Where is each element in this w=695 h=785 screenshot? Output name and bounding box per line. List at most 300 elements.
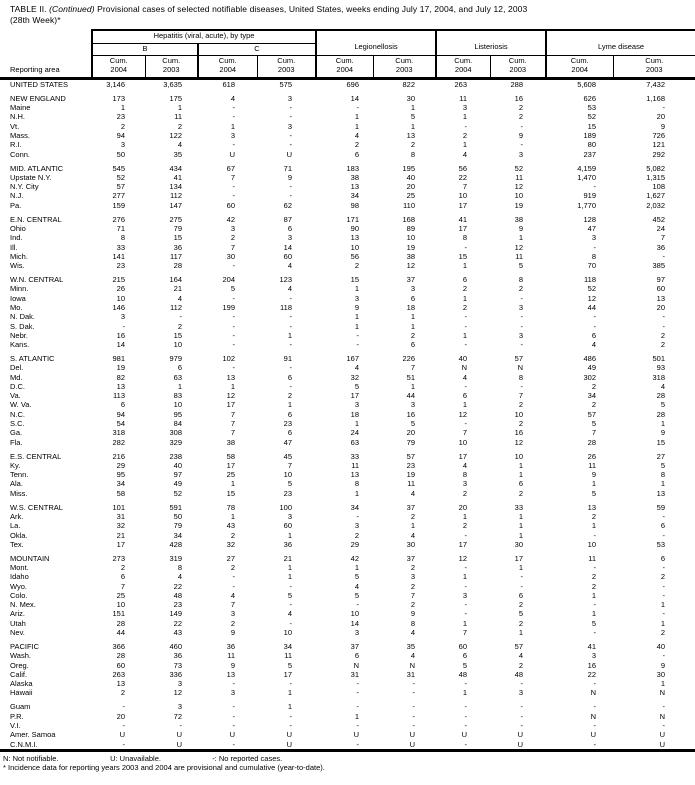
value-cell: 1 xyxy=(354,711,359,721)
value-cell: 282 xyxy=(112,437,125,447)
table-row xyxy=(0,730,695,739)
value-cell: 7,432 xyxy=(646,80,665,89)
value-cell: - xyxy=(122,702,125,712)
value-cell: 52 xyxy=(587,112,596,122)
value-cell: - xyxy=(593,563,596,572)
value-cell: - xyxy=(232,702,235,712)
value-cell: - xyxy=(520,140,523,150)
value-cell: 5 xyxy=(660,460,665,470)
value-cell: 1 xyxy=(660,479,665,489)
value-cell: - xyxy=(662,321,665,331)
value-cell: - xyxy=(464,720,467,730)
value-cell: - xyxy=(289,293,292,303)
value-cell: 28 xyxy=(587,437,596,447)
value-cell: 6 xyxy=(410,293,415,303)
table-body xyxy=(0,79,695,751)
reporting-area-cell: Mich. xyxy=(10,251,28,261)
value-cell: 1 xyxy=(354,419,359,429)
value-cell: 5 xyxy=(354,590,359,600)
value-cell: 1 xyxy=(354,321,359,331)
value-cell: 3 xyxy=(287,233,292,243)
value-cell: 7 xyxy=(462,628,467,638)
value-cell: - xyxy=(232,293,235,303)
value-cell: 501 xyxy=(652,353,665,363)
value-cell: 618 xyxy=(222,80,235,89)
value-cell: 10 xyxy=(406,233,415,243)
value-cell: 4 xyxy=(230,93,235,103)
value-cell: 34 xyxy=(350,191,359,201)
value-cell: 238 xyxy=(169,451,182,461)
table-row xyxy=(0,173,695,182)
value-cell: 102 xyxy=(222,353,235,363)
value-cell: 428 xyxy=(169,539,182,549)
value-cell: U xyxy=(176,730,182,740)
value-cell: U xyxy=(229,149,235,159)
reporting-area-cell: D.C. xyxy=(10,381,25,391)
value-cell: 15 xyxy=(350,275,359,285)
value-cell: 22 xyxy=(458,172,467,182)
value-cell: 3 xyxy=(177,702,182,712)
value-cell: 4 xyxy=(177,293,182,303)
reporting-area-cell: S. ATLANTIC xyxy=(10,353,55,363)
reporting-area-cell: Ark. xyxy=(10,511,24,521)
value-cell: 8 xyxy=(177,563,182,572)
table-row xyxy=(0,670,695,679)
value-cell: 3 xyxy=(462,590,467,600)
table-row xyxy=(0,191,695,200)
value-cell: U xyxy=(409,730,415,740)
value-cell: 13 xyxy=(226,372,235,382)
table-row xyxy=(0,79,695,90)
value-cell: 3 xyxy=(591,651,596,661)
value-cell: 24 xyxy=(350,428,359,438)
value-cell: 19 xyxy=(406,242,415,252)
value-cell: 2 xyxy=(518,660,523,670)
value-cell: 2 xyxy=(660,340,665,350)
value-cell: 24 xyxy=(656,223,665,233)
value-cell: - xyxy=(520,293,523,303)
footnote-dash: -: No reported cases. xyxy=(212,753,283,763)
cumulative-header-row xyxy=(0,56,695,79)
value-cell: 6 xyxy=(287,372,292,382)
value-cell: 2 xyxy=(354,530,359,540)
value-cell: 94 xyxy=(116,409,125,419)
value-cell: 3,146 xyxy=(106,80,125,89)
value-cell: 1 xyxy=(591,479,596,489)
value-cell: 149 xyxy=(169,609,182,619)
value-cell: 11 xyxy=(407,479,415,489)
value-cell: 17 xyxy=(458,223,467,233)
value-cell: 3 xyxy=(230,131,235,141)
value-cell: 19 xyxy=(116,363,125,373)
value-cell: 16 xyxy=(587,660,596,670)
value-cell: N xyxy=(659,688,665,698)
table-row xyxy=(0,354,695,363)
value-cell: 9 xyxy=(230,628,235,638)
value-cell: - xyxy=(232,103,235,113)
value-cell: 919 xyxy=(583,191,596,201)
table-title-continued: (Continued) xyxy=(49,4,95,14)
value-cell: 36 xyxy=(173,651,182,661)
value-cell: 40 xyxy=(406,172,415,182)
value-cell: 385 xyxy=(652,261,665,271)
value-cell: 13 xyxy=(116,679,125,689)
value-cell: 3 xyxy=(518,149,523,159)
value-cell: 57 xyxy=(116,182,125,192)
value-cell: - xyxy=(289,312,292,322)
value-cell: - xyxy=(356,739,359,749)
value-cell: 288 xyxy=(510,80,523,89)
value-cell: 5 xyxy=(287,660,292,670)
table-row xyxy=(0,164,695,173)
table-row xyxy=(0,679,695,688)
value-cell: 3 xyxy=(354,521,359,531)
value-cell: 1 xyxy=(518,563,523,572)
value-cell: 7 xyxy=(462,428,467,438)
value-cell: - xyxy=(179,312,182,322)
value-cell: - xyxy=(464,321,467,331)
table-row xyxy=(0,224,695,233)
value-cell: 308 xyxy=(169,428,182,438)
value-cell: 23 xyxy=(173,600,182,610)
value-cell: 5 xyxy=(591,488,596,498)
value-cell: 10 xyxy=(173,400,182,410)
table-row xyxy=(0,363,695,372)
value-cell: 23 xyxy=(116,112,125,122)
value-cell: 2 xyxy=(410,581,415,591)
value-cell: N xyxy=(353,660,359,670)
value-cell: 2 xyxy=(591,581,596,591)
value-cell: 3 xyxy=(410,400,415,410)
reporting-area-cell: Md. xyxy=(10,372,23,382)
value-cell: 319 xyxy=(169,553,182,563)
value-cell: 2 xyxy=(518,488,523,498)
table-row xyxy=(0,275,695,284)
value-cell: - xyxy=(593,321,596,331)
value-cell: 28 xyxy=(116,618,125,628)
value-cell: 5,082 xyxy=(646,163,665,173)
value-cell: 87 xyxy=(283,214,292,224)
value-cell: 2 xyxy=(354,261,359,271)
value-cell: - xyxy=(289,363,292,373)
value-cell: 60 xyxy=(226,200,235,210)
value-cell: 6 xyxy=(287,428,292,438)
value-cell: 7 xyxy=(120,581,125,591)
table-row xyxy=(0,428,695,437)
value-cell: 10 xyxy=(458,437,467,447)
value-cell: - xyxy=(232,711,235,721)
value-cell: 33 xyxy=(350,451,359,461)
value-cell: 20 xyxy=(458,502,467,512)
value-cell: 4 xyxy=(354,581,359,591)
value-cell: 7 xyxy=(660,233,665,243)
reporting-area-cell: Hawaii xyxy=(10,688,33,698)
value-cell: 110 xyxy=(403,200,415,210)
value-cell: - xyxy=(412,688,415,698)
value-cell: 434 xyxy=(169,163,182,173)
value-cell: 35 xyxy=(406,641,415,651)
value-cell: - xyxy=(289,182,292,192)
value-cell: 5 xyxy=(518,261,523,271)
value-cell: U xyxy=(517,730,523,740)
value-cell: 117 xyxy=(170,251,182,261)
value-cell: 5 xyxy=(354,381,359,391)
value-cell: 8 xyxy=(410,618,415,628)
value-cell: 1 xyxy=(287,400,292,410)
value-cell: 3 xyxy=(354,400,359,410)
value-cell: 32 xyxy=(226,539,235,549)
value-cell: 1 xyxy=(518,233,523,243)
value-cell: 40 xyxy=(173,460,182,470)
value-cell: 49 xyxy=(587,363,596,373)
reporting-area-cell: W. Va. xyxy=(10,400,32,410)
hepc-cum-2003-header: Cum. 2003 xyxy=(257,56,316,79)
reporting-area-cell: Mass. xyxy=(10,131,31,141)
value-cell: - xyxy=(662,530,665,540)
reporting-area-cell: Guam xyxy=(10,702,31,712)
value-cell: 12 xyxy=(514,437,523,447)
value-cell: 17 xyxy=(458,200,467,210)
value-cell: 5 xyxy=(518,609,523,619)
value-cell: - xyxy=(356,330,359,340)
value-cell: 10 xyxy=(116,293,125,303)
value-cell: - xyxy=(356,511,359,521)
reporting-area-cell: Ohio xyxy=(10,223,26,233)
value-cell: 25 xyxy=(116,590,125,600)
value-cell: - xyxy=(593,182,596,192)
reporting-area-cell: Wash. xyxy=(10,651,31,661)
value-cell: 4 xyxy=(410,651,415,661)
value-cell: 1 xyxy=(518,511,523,521)
value-cell: 1 xyxy=(410,381,415,391)
value-cell: 17 xyxy=(283,669,292,679)
value-cell: 1 xyxy=(287,563,292,572)
value-cell: 4,159 xyxy=(577,163,596,173)
value-cell: 15 xyxy=(173,330,182,340)
value-cell: 16 xyxy=(514,428,523,438)
value-cell: 10 xyxy=(283,470,292,480)
value-cell: 979 xyxy=(169,353,182,363)
value-cell: 6 xyxy=(410,340,415,350)
value-cell: 318 xyxy=(112,428,125,438)
value-cell: 5 xyxy=(410,112,415,122)
value-cell: - xyxy=(593,242,596,252)
notifiable-diseases-table xyxy=(0,29,695,752)
value-cell: 263 xyxy=(454,80,467,89)
value-cell: 2 xyxy=(591,572,596,582)
value-cell: 2,032 xyxy=(646,200,665,210)
value-cell: 12 xyxy=(514,242,523,252)
value-cell: - xyxy=(520,711,523,721)
value-cell: - xyxy=(289,720,292,730)
value-cell: 16 xyxy=(116,330,125,340)
value-cell: - xyxy=(179,720,182,730)
value-cell: 8 xyxy=(354,479,359,489)
value-cell: - xyxy=(232,572,235,582)
value-cell: 18 xyxy=(406,302,415,312)
reporting-area-cell: E.N. CENTRAL xyxy=(10,214,62,224)
reporting-area-cell: MID. ATLANTIC xyxy=(10,163,64,173)
value-cell: U xyxy=(353,730,359,740)
value-cell: 3 xyxy=(120,312,125,322)
value-cell: 22 xyxy=(173,618,182,628)
value-cell: 50 xyxy=(173,511,182,521)
table-row xyxy=(0,322,695,331)
table-row xyxy=(0,215,695,224)
value-cell: 57 xyxy=(514,353,523,363)
value-cell: - xyxy=(289,381,292,391)
value-cell: - xyxy=(289,103,292,113)
reporting-area-cell: Ala. xyxy=(10,479,23,489)
value-cell: 2 xyxy=(462,284,467,294)
value-cell: 8 xyxy=(462,233,467,243)
value-cell: - xyxy=(520,321,523,331)
table-row xyxy=(0,312,695,321)
value-cell: 1 xyxy=(410,321,415,331)
value-cell: 3 xyxy=(120,140,125,150)
value-cell: 1 xyxy=(354,121,359,131)
value-cell: 2 xyxy=(230,233,235,243)
value-cell: 113 xyxy=(113,391,125,401)
value-cell: 16 xyxy=(514,93,523,103)
value-cell: 1,627 xyxy=(646,191,665,201)
value-cell: - xyxy=(520,572,523,582)
value-cell: 2 xyxy=(591,381,596,391)
value-cell: 10 xyxy=(283,628,292,638)
value-cell: 37 xyxy=(350,641,359,651)
value-cell: 9 xyxy=(287,172,292,182)
value-cell: 2 xyxy=(230,563,235,572)
value-cell: - xyxy=(289,679,292,689)
value-cell: 263 xyxy=(112,669,125,679)
value-cell: - xyxy=(122,321,125,331)
value-cell: 14 xyxy=(350,93,359,103)
value-cell: 30 xyxy=(226,251,235,261)
lyme-group-header: Lyme disease xyxy=(546,30,695,56)
reporting-area-cell: Tenn. xyxy=(10,470,29,480)
value-cell: 38 xyxy=(406,251,415,261)
value-cell: - xyxy=(412,711,415,721)
value-cell: 6 xyxy=(354,651,359,661)
table-row xyxy=(0,740,695,751)
reporting-area-cell: C.N.M.I. xyxy=(10,739,38,749)
value-cell: 60 xyxy=(116,660,125,670)
table-row xyxy=(0,94,695,103)
value-cell: 11 xyxy=(284,651,292,661)
value-cell: 2 xyxy=(591,400,596,410)
value-cell: 318 xyxy=(652,372,665,382)
value-cell: 5 xyxy=(660,400,665,410)
value-cell: U xyxy=(409,739,415,749)
table-row xyxy=(0,261,695,270)
reporting-area-cell: Utah xyxy=(10,618,26,628)
value-cell: 2 xyxy=(230,530,235,540)
value-cell: 4 xyxy=(410,530,415,540)
value-cell: 12 xyxy=(458,553,467,563)
value-cell: 168 xyxy=(402,214,415,224)
value-cell: 4 xyxy=(410,628,415,638)
value-cell: 17 xyxy=(458,539,467,549)
value-cell: 146 xyxy=(112,302,125,312)
value-cell: 43 xyxy=(173,628,182,638)
value-cell: 6 xyxy=(287,223,292,233)
value-cell: - xyxy=(232,312,235,322)
value-cell: N xyxy=(517,363,523,373)
value-cell: U xyxy=(659,730,665,740)
value-cell: 1 xyxy=(410,103,415,113)
value-cell: 7 xyxy=(230,600,235,610)
value-cell: U xyxy=(517,739,523,749)
value-cell: - xyxy=(289,711,292,721)
reporting-area-cell: Va. xyxy=(10,391,21,401)
value-cell: 12 xyxy=(587,293,596,303)
value-cell: 6 xyxy=(660,521,665,531)
value-cell: 277 xyxy=(112,191,125,201)
value-cell: 118 xyxy=(584,275,596,285)
value-cell: 3 xyxy=(177,679,182,689)
value-cell: 3 xyxy=(591,233,596,243)
value-cell: 6 xyxy=(660,553,665,563)
value-cell: 4 xyxy=(462,460,467,470)
table-title-week: (28th Week)* xyxy=(10,15,61,25)
value-cell: - xyxy=(289,131,292,141)
value-cell: - xyxy=(356,340,359,350)
footnote-n: N: Not notifiable. xyxy=(3,753,59,763)
value-cell: 204 xyxy=(222,275,235,285)
value-cell: - xyxy=(593,679,596,689)
value-cell: 329 xyxy=(169,437,182,447)
reporting-area-cell: Pa. xyxy=(10,200,22,210)
value-cell: 28 xyxy=(656,391,665,401)
table-title-text: Provisional cases of selected notifiable diseases, United States, weeks ending July 17, 2004, and July 12, 2003 xyxy=(97,4,528,14)
value-cell: 159 xyxy=(112,200,125,210)
value-cell: 89 xyxy=(406,223,415,233)
value-cell: 79 xyxy=(406,437,415,447)
value-cell: 7 xyxy=(462,182,467,192)
value-cell: 13 xyxy=(116,381,125,391)
value-cell: 4 xyxy=(177,572,182,582)
reporting-area-cell: N.H. xyxy=(10,112,25,122)
hepb-cum-2003-header: Cum. 2003 xyxy=(145,56,198,79)
value-cell: 26 xyxy=(116,284,125,294)
value-cell: 1 xyxy=(410,521,415,531)
value-cell: 52 xyxy=(173,488,182,498)
value-cell: 1 xyxy=(230,381,235,391)
value-cell: 2 xyxy=(462,131,467,141)
table-row xyxy=(0,563,695,572)
value-cell: 1,315 xyxy=(646,172,665,182)
reporting-area-cell: N.J. xyxy=(10,191,24,201)
value-cell: 15 xyxy=(173,233,182,243)
value-cell: 100 xyxy=(279,502,292,512)
value-cell: 17 xyxy=(226,460,235,470)
value-cell: 10 xyxy=(173,340,182,350)
value-cell: 26 xyxy=(587,451,596,461)
value-cell: 38 xyxy=(226,437,235,447)
value-cell: 67 xyxy=(226,163,235,173)
table-row xyxy=(0,479,695,488)
value-cell: 1 xyxy=(462,511,467,521)
listeriosis-cum-2003-header: Cum. 2003 xyxy=(490,56,546,79)
reporting-area-cell: S. Dak. xyxy=(10,321,35,331)
value-cell: 1 xyxy=(660,600,665,610)
table-row xyxy=(0,540,695,549)
reporting-area-cell: N. Mex. xyxy=(10,600,36,610)
value-cell: 4 xyxy=(518,651,523,661)
reporting-area-cell: Calif. xyxy=(10,669,28,679)
value-cell: 575 xyxy=(279,80,292,89)
value-cell: 53 xyxy=(656,539,665,549)
